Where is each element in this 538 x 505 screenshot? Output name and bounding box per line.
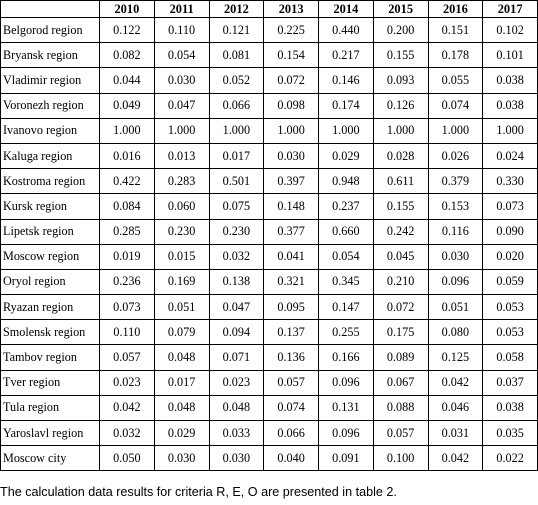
- value-cell: 0.026: [428, 143, 483, 168]
- value-cell: 0.096: [319, 370, 374, 395]
- table-row: [1, 370, 538, 395]
- value-cell: 0.029: [154, 421, 209, 446]
- value-cell: 0.052: [209, 68, 264, 93]
- value-cell: 0.217: [319, 43, 374, 68]
- value-cell: 0.024: [483, 143, 538, 168]
- value-cell: 0.174: [319, 93, 374, 118]
- value-cell: 0.073: [100, 295, 155, 320]
- value-cell: 0.096: [319, 421, 374, 446]
- value-cell: 0.110: [100, 320, 155, 345]
- value-cell: 0.040: [264, 446, 319, 471]
- value-cell: 0.030: [154, 68, 209, 93]
- value-cell: 0.131: [319, 395, 374, 420]
- year-header-2017: 2017: [483, 1, 538, 18]
- value-cell: 0.121: [209, 18, 264, 43]
- value-cell: 0.045: [373, 244, 428, 269]
- value-cell: 0.074: [428, 93, 483, 118]
- value-cell: 1.000: [319, 118, 374, 143]
- value-cell: 0.030: [154, 446, 209, 471]
- table-row: [1, 446, 538, 471]
- value-cell: 0.166: [319, 345, 374, 370]
- region-name-cell: Tambov region: [1, 345, 100, 370]
- value-cell: 0.060: [154, 194, 209, 219]
- value-cell: 0.230: [209, 219, 264, 244]
- region-name-cell: Moscow city: [1, 446, 100, 471]
- value-cell: 0.046: [428, 395, 483, 420]
- value-cell: 0.032: [209, 244, 264, 269]
- year-header-2015: 2015: [373, 1, 428, 18]
- value-cell: 0.285: [100, 219, 155, 244]
- header-row: [1, 1, 538, 18]
- table-row: [1, 143, 538, 168]
- value-cell: 0.054: [319, 244, 374, 269]
- value-cell: 0.283: [154, 169, 209, 194]
- value-cell: 0.053: [483, 320, 538, 345]
- value-cell: 0.030: [428, 244, 483, 269]
- table-body: [1, 18, 538, 471]
- value-cell: 0.038: [483, 68, 538, 93]
- value-cell: 0.033: [209, 421, 264, 446]
- value-cell: 0.017: [154, 370, 209, 395]
- value-cell: 0.041: [264, 244, 319, 269]
- value-cell: 0.138: [209, 269, 264, 294]
- value-cell: 0.055: [428, 68, 483, 93]
- region-name-cell: Vladimir region: [1, 68, 100, 93]
- value-cell: 0.153: [428, 194, 483, 219]
- value-cell: 0.013: [154, 143, 209, 168]
- value-cell: 0.074: [264, 395, 319, 420]
- value-cell: 0.236: [100, 269, 155, 294]
- value-cell: 0.440: [319, 18, 374, 43]
- value-cell: 0.016: [100, 143, 155, 168]
- value-cell: 0.037: [483, 370, 538, 395]
- value-cell: 0.030: [209, 446, 264, 471]
- value-cell: 0.038: [483, 395, 538, 420]
- value-cell: 0.051: [428, 295, 483, 320]
- table-row: [1, 93, 538, 118]
- value-cell: 0.057: [100, 345, 155, 370]
- region-name-cell: Belgorod region: [1, 18, 100, 43]
- value-cell: 0.020: [483, 244, 538, 269]
- value-cell: 0.066: [209, 93, 264, 118]
- value-cell: 0.072: [373, 295, 428, 320]
- region-name-cell: Ryazan region: [1, 295, 100, 320]
- value-cell: 0.377: [264, 219, 319, 244]
- value-cell: 0.080: [428, 320, 483, 345]
- value-cell: 0.611: [373, 169, 428, 194]
- value-cell: 0.125: [428, 345, 483, 370]
- value-cell: 0.059: [483, 269, 538, 294]
- year-header-2016: 2016: [428, 1, 483, 18]
- value-cell: 1.000: [373, 118, 428, 143]
- year-header-2011: 2011: [154, 1, 209, 18]
- value-cell: 0.094: [209, 320, 264, 345]
- value-cell: 0.151: [428, 18, 483, 43]
- value-cell: 0.101: [483, 43, 538, 68]
- table-row: [1, 295, 538, 320]
- value-cell: 0.073: [483, 194, 538, 219]
- value-cell: 0.178: [428, 43, 483, 68]
- table-row: [1, 18, 538, 43]
- value-cell: 0.154: [264, 43, 319, 68]
- region-name-cell: Oryol region: [1, 269, 100, 294]
- value-cell: 0.032: [100, 421, 155, 446]
- value-cell: 0.230: [154, 219, 209, 244]
- year-header-2012: 2012: [209, 1, 264, 18]
- value-cell: 0.255: [319, 320, 374, 345]
- value-cell: 0.048: [154, 395, 209, 420]
- value-cell: 0.397: [264, 169, 319, 194]
- value-cell: 0.110: [154, 18, 209, 43]
- value-cell: 0.053: [483, 295, 538, 320]
- value-cell: 0.075: [209, 194, 264, 219]
- value-cell: 0.210: [373, 269, 428, 294]
- region-name-cell: Bryansk region: [1, 43, 100, 68]
- table-row: [1, 320, 538, 345]
- region-name-cell: Kaluga region: [1, 143, 100, 168]
- value-cell: 0.660: [319, 219, 374, 244]
- value-cell: 0.019: [100, 244, 155, 269]
- header-corner-cell: [1, 1, 100, 18]
- table-row: [1, 194, 538, 219]
- value-cell: 0.093: [373, 68, 428, 93]
- value-cell: 1.000: [154, 118, 209, 143]
- table-row: [1, 219, 538, 244]
- value-cell: 0.048: [154, 345, 209, 370]
- value-cell: 1.000: [483, 118, 538, 143]
- value-cell: 0.102: [483, 18, 538, 43]
- value-cell: 0.155: [373, 43, 428, 68]
- value-cell: 0.047: [209, 295, 264, 320]
- value-cell: 0.098: [264, 93, 319, 118]
- value-cell: 0.237: [319, 194, 374, 219]
- value-cell: 0.082: [100, 43, 155, 68]
- table-row: [1, 244, 538, 269]
- year-header-2014: 2014: [319, 1, 374, 18]
- value-cell: 0.066: [264, 421, 319, 446]
- value-cell: 0.028: [373, 143, 428, 168]
- table-row: [1, 118, 538, 143]
- value-cell: 0.023: [100, 370, 155, 395]
- value-cell: 0.137: [264, 320, 319, 345]
- value-cell: 0.122: [100, 18, 155, 43]
- region-name-cell: Moscow region: [1, 244, 100, 269]
- value-cell: 0.058: [483, 345, 538, 370]
- value-cell: 0.067: [373, 370, 428, 395]
- value-cell: 0.042: [100, 395, 155, 420]
- value-cell: 0.030: [264, 143, 319, 168]
- table-row: [1, 345, 538, 370]
- value-cell: 0.071: [209, 345, 264, 370]
- value-cell: 0.049: [100, 93, 155, 118]
- value-cell: 0.148: [264, 194, 319, 219]
- value-cell: 0.017: [209, 143, 264, 168]
- year-header-2010: 2010: [100, 1, 155, 18]
- value-cell: 0.089: [373, 345, 428, 370]
- value-cell: 0.948: [319, 169, 374, 194]
- value-cell: 0.175: [373, 320, 428, 345]
- value-cell: 0.044: [100, 68, 155, 93]
- value-cell: 1.000: [209, 118, 264, 143]
- value-cell: 0.169: [154, 269, 209, 294]
- value-cell: 0.096: [428, 269, 483, 294]
- value-cell: 0.022: [483, 446, 538, 471]
- value-cell: 1.000: [100, 118, 155, 143]
- value-cell: 0.079: [154, 320, 209, 345]
- value-cell: 0.088: [373, 395, 428, 420]
- region-name-cell: Yaroslavl region: [1, 421, 100, 446]
- value-cell: 0.084: [100, 194, 155, 219]
- value-cell: 0.081: [209, 43, 264, 68]
- value-cell: 0.048: [209, 395, 264, 420]
- table-row: [1, 68, 538, 93]
- table-row: [1, 269, 538, 294]
- value-cell: 0.095: [264, 295, 319, 320]
- region-name-cell: Ivanovo region: [1, 118, 100, 143]
- value-cell: 0.155: [373, 194, 428, 219]
- value-cell: 0.057: [264, 370, 319, 395]
- value-cell: 0.321: [264, 269, 319, 294]
- value-cell: 1.000: [428, 118, 483, 143]
- value-cell: 0.100: [373, 446, 428, 471]
- value-cell: 0.051: [154, 295, 209, 320]
- value-cell: 0.023: [209, 370, 264, 395]
- value-cell: 0.042: [428, 370, 483, 395]
- value-cell: 0.242: [373, 219, 428, 244]
- value-cell: 0.091: [319, 446, 374, 471]
- year-header-2013: 2013: [264, 1, 319, 18]
- table-row: [1, 421, 538, 446]
- value-cell: 0.029: [319, 143, 374, 168]
- value-cell: 0.379: [428, 169, 483, 194]
- value-cell: 0.200: [373, 18, 428, 43]
- value-cell: 0.054: [154, 43, 209, 68]
- region-name-cell: Smolensk region: [1, 320, 100, 345]
- value-cell: 0.116: [428, 219, 483, 244]
- value-cell: 0.047: [154, 93, 209, 118]
- table-row: [1, 43, 538, 68]
- value-cell: 0.057: [373, 421, 428, 446]
- value-cell: 0.501: [209, 169, 264, 194]
- value-cell: 1.000: [264, 118, 319, 143]
- table-row: [1, 395, 538, 420]
- value-cell: 0.422: [100, 169, 155, 194]
- value-cell: 0.038: [483, 93, 538, 118]
- value-cell: 0.225: [264, 18, 319, 43]
- value-cell: 0.050: [100, 446, 155, 471]
- region-name-cell: Lipetsk region: [1, 219, 100, 244]
- region-name-cell: Kostroma region: [1, 169, 100, 194]
- value-cell: 0.147: [319, 295, 374, 320]
- region-name-cell: Tula region: [1, 395, 100, 420]
- value-cell: 0.042: [428, 446, 483, 471]
- table-row: [1, 169, 538, 194]
- value-cell: 0.031: [428, 421, 483, 446]
- value-cell: 0.035: [483, 421, 538, 446]
- value-cell: 0.126: [373, 93, 428, 118]
- caption-text: The calculation data results for criteria R, E, O are presented in table 2.: [0, 485, 397, 499]
- value-cell: 0.072: [264, 68, 319, 93]
- value-cell: 0.015: [154, 244, 209, 269]
- value-cell: 0.330: [483, 169, 538, 194]
- region-name-cell: Kursk region: [1, 194, 100, 219]
- value-cell: 0.146: [319, 68, 374, 93]
- region-name-cell: Tver region: [1, 370, 100, 395]
- value-cell: 0.136: [264, 345, 319, 370]
- value-cell: 0.090: [483, 219, 538, 244]
- value-cell: 0.345: [319, 269, 374, 294]
- region-name-cell: Voronezh region: [1, 93, 100, 118]
